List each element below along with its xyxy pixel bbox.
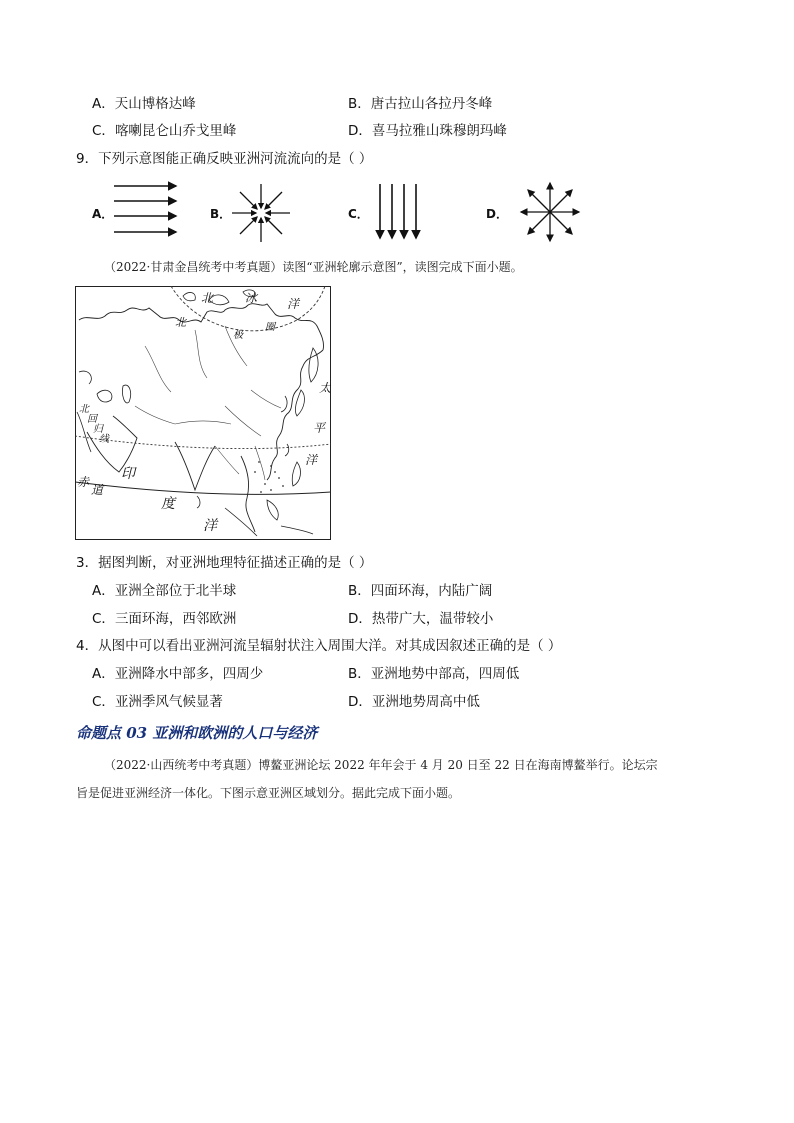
q9-label-a: A． — [92, 207, 114, 221]
q4-option-a: A．亚洲降水中部多，四周少 — [92, 666, 264, 682]
map-label-dao: 道 — [91, 483, 104, 497]
map-label-bing: 冰 — [245, 291, 258, 305]
option-d: D．喜马拉雅山珠穆朗玛峰 — [348, 123, 507, 139]
map-label-beiji: 北 — [175, 316, 186, 329]
map-label-hui: 回 — [87, 414, 97, 425]
map-label-xian: 线 — [99, 434, 109, 445]
map-label-ping: 平 — [313, 421, 326, 435]
map-source-text: （2022·甘肃金昌统考中考真题）读图“亚洲轮廓示意图”，读图完成下面小题。 — [104, 260, 523, 274]
q4-option-d: D．亚洲地势周高中低 — [348, 694, 480, 710]
q3-option-b: B．四面环海，内陆广阔 — [348, 583, 493, 599]
diagram-d-radiating-arrows — [518, 180, 582, 244]
map-label-quan: 圈 — [265, 322, 275, 333]
question-9-stem: 9．下列示意图能正确反映亚洲河流流向的是（ ） — [76, 151, 373, 167]
option-b: B．唐古拉山各拉丹冬峰 — [348, 96, 493, 112]
q3-option-c: C．三面环海，西邻欧洲 — [92, 611, 237, 627]
map-label-gui: 归 — [93, 424, 103, 435]
map-label-yang-east: 洋 — [305, 453, 318, 467]
diagram-c-downward-arrows — [372, 180, 424, 244]
q9-label-b: B． — [210, 207, 232, 221]
option-c: C．喀喇昆仑山乔戈里峰 — [92, 123, 237, 139]
section-source-line-1: （2022·山西统考中考真题）博鳌亚洲论坛 2022 年年会于 4 月 20 日至 22 日在海南博鳌举行。论坛宗 — [104, 758, 658, 772]
diagram-b-converging-arrows — [230, 182, 292, 244]
q3-option-a: A．亚洲全部位于北半球 — [92, 583, 237, 599]
q4-option-c: C．亚洲季风气候显著 — [92, 694, 223, 710]
q3-option-d: D．热带广大，温带较小 — [348, 611, 494, 627]
map-label-yang-north: 洋 — [287, 297, 300, 311]
map-label-yang-south: 洋 — [203, 518, 217, 534]
q9-label-d: D． — [486, 207, 508, 221]
question-4-stem: 4．从图中可以看出亚洲河流呈辐射状注入周围大洋。对其成因叙述正确的是（ ） — [76, 638, 562, 654]
map-label-bei-hg: 北 — [79, 404, 89, 415]
map-label-bei: 北 — [201, 291, 214, 305]
section-source-line-2: 旨是促进亚洲经济一体化。下图示意亚洲区域划分。据此完成下面小题。 — [76, 786, 461, 800]
map-label-ji: 极 — [233, 330, 243, 341]
q4-option-b: B．亚洲地势中部高，四周低 — [348, 666, 520, 682]
section-heading: 命题点 03 亚洲和欧洲的人口与经济 — [76, 724, 318, 742]
diagram-a-parallel-arrows — [110, 178, 182, 240]
map-label-du: 度 — [161, 496, 175, 512]
question-3-stem: 3．据图判断，对亚洲地理特征描述正确的是（ ） — [76, 555, 373, 571]
map-label-tai: 太 — [319, 381, 331, 395]
map-label-chi: 赤 — [77, 475, 90, 489]
asia-outline-map — [75, 286, 331, 540]
option-a: A．天山博格达峰 — [92, 96, 196, 112]
q9-label-c: C． — [348, 207, 369, 221]
map-label-yin: 印 — [121, 466, 135, 482]
